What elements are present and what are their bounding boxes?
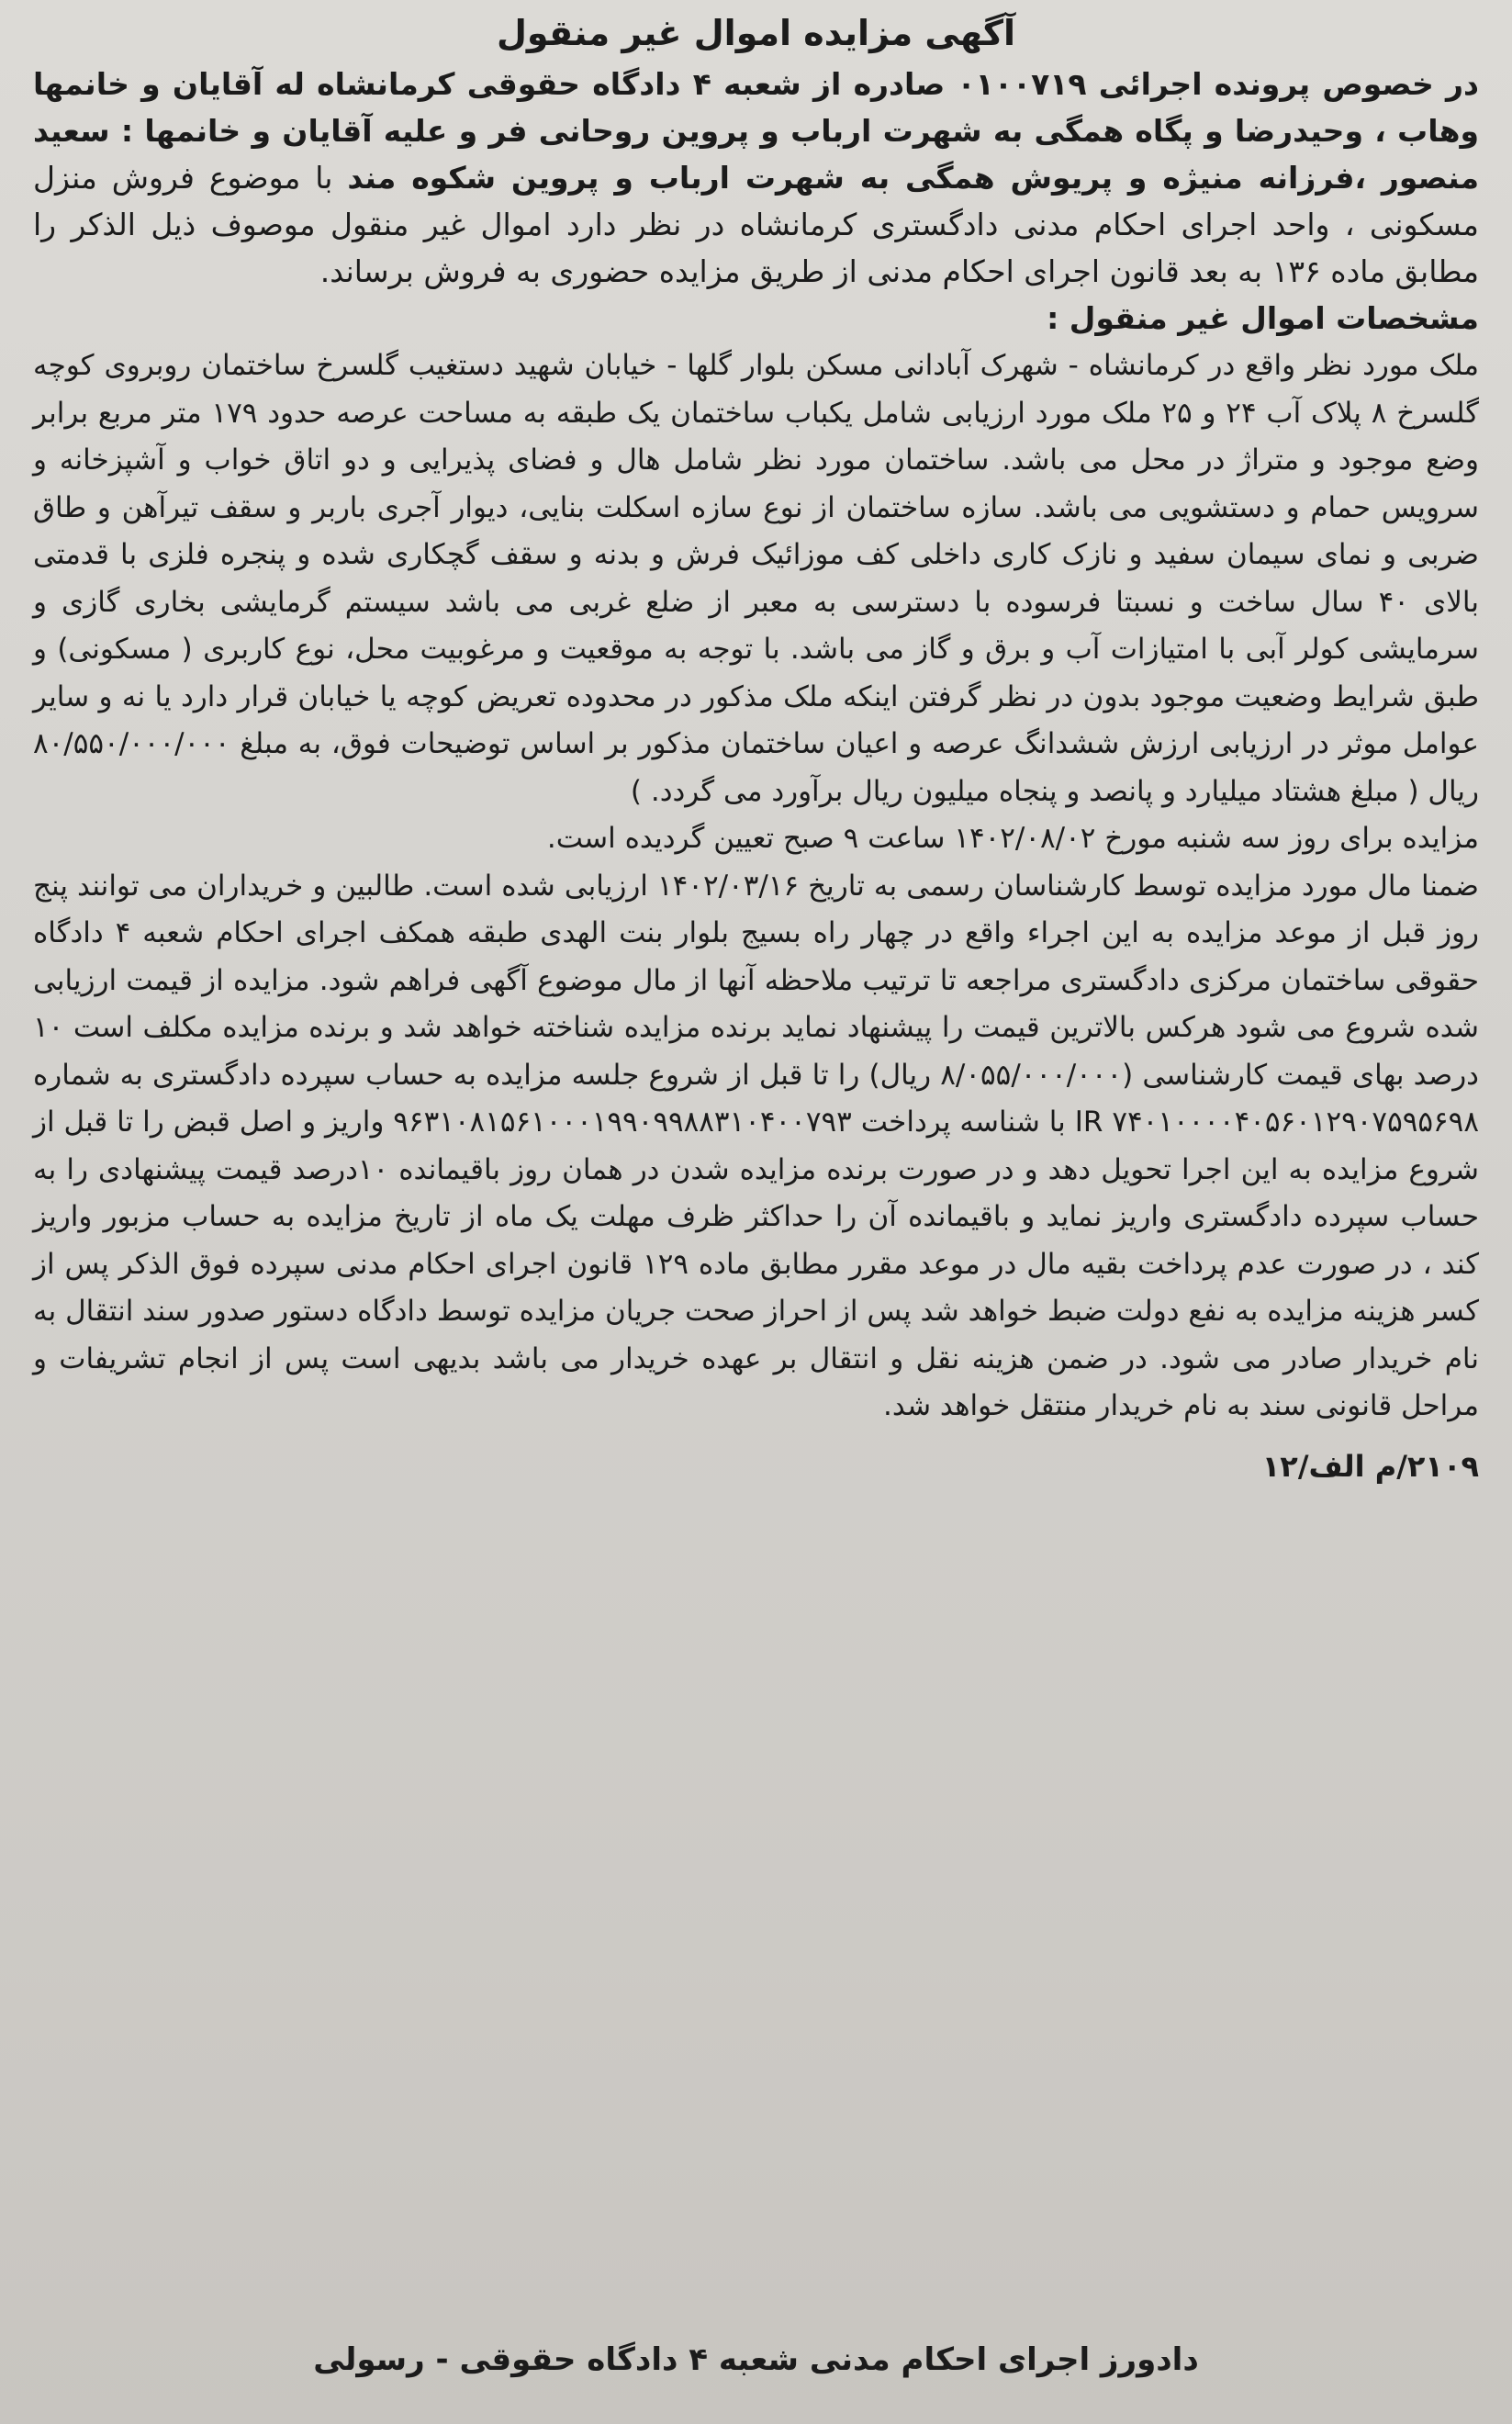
property-specs-paragraph: ملک مورد نظر واقع در کرمانشاه - شهرک آبادانی مسکن بلوار گلها - خیابان شهید دستغیب گلسرخ ساختمان روبروی کوچه گلسرخ ۸ پلاک آب ۲۴ و ۲۵ ملک مورد ارزیابی شامل یکباب ساختمان یک طبقه به مساحت عرصه حدود ۱۷۹ متر مربع برابر وضع موجود و متراژ در محل می باشد. ساختمان مورد نظر شامل هال و فضای پذیرایی و دو اتاق خواب و آشپزخانه و سرویس حمام و دستشویی می باشد. سازه ساختمان از نوع سازه اسکلت بنایی، دیوار آجری باربر و سقف تیرآهن و طاق ضربی و نمای سیمان سفید و نازک کاری داخلی کف موزائیک فرش و بدنه و سقف گچکاری شده و پنجره فلزی با قدمتی بالای ۴۰ سال ساخت و نسبتا فرسوده با دسترسی به معبر از ضلع غربی می باشد سیستم گرمایشی بخاری گازی و سرمایشی کولر آبی با امتیازات آب و برق و گاز می باشد. با توجه به موقعیت و مرغوبیت محل، نوع کاربری ( مسکونی) و طبق شرایط وضعیت موجود بدون در نظر گرفتن اینکه ملک مذکور در محدوده تعریض کوچه یا خیابان قرار دارد یا نه و سایر عوامل موثر در ارزیابی ارزش ششدانگ عرصه و اعیان ساختمان مذکور بر اساس توضیحات فوق، به مبلغ ۸۰/۵۵۰/۰۰۰/۰۰۰ ریال ( مبلغ هشتاد میلیارد و پانصد و پنجاه میلیون ریال برآورد می گردد. ) <box>33 349 1479 808</box>
specs-heading: مشخصات اموال غیر منقول : <box>1047 300 1479 336</box>
notice-code: ۲۱۰۹/م الف/۱۲ <box>1261 1448 1479 1484</box>
intro-parties: در خصوص پرونده اجرائی ۰۱۰۰۷۱۹ صادره از شعبه ۴ دادگاه حقوقی کرمانشاه له آقایان و خانمها وهاب ، وحیدرضا و پگاه همگی به شهرت ارباب و پروین روحانی فر و علیه آقایان و خانمها : سعید منصور ،فرزانه منیژه و پریوش همگی به شهرت ارباب و پروین شکوه مند <box>33 66 1480 196</box>
intro-paragraph <box>33 61 1479 295</box>
intro-purpose: با موضوع فروش منزل مسکونی ، واحد اجرای احکام مدنی دادگستری کرمانشاه در نظر دارد اموال غیر منقول موصوف ذیل الذکر را مطابق ماده ۱۳۶ به بعد قانون اجرای احکام مدنی از طریق مزایده حضوری به فروش برساند. <box>33 160 1479 289</box>
signature-line: دادورز اجرای احکام مدنی شعبه ۴ دادگاه حقوقی - رسولی <box>313 2341 1199 2378</box>
auction-date-line: مزایده برای روز سه شنبه مورخ ۱۴۰۲/۰۸/۰۲ ساعت ۹ صبح تعیین گردیده است. <box>546 822 1479 855</box>
notice-title: آگهی مزایده اموال غیر منقول <box>496 13 1016 53</box>
auction-terms-paragraph: ضمنا مال مورد مزایده توسط کارشناسان رسمی به تاریخ ۱۴۰۲/۰۳/۱۶ ارزیابی شده است. طالبین و خریداران می توانند پنج روز قبل از موعد مزایده به این اجراء واقع در چهار راه بسیج بلوار بنت الهدی طبقه همکف اجرای احکام شعبه ۴ دادگاه حقوقی ساختمان مرکزی دادگستری مراجعه تا ترتیب ملاحظه آنها از مال موضوع آگهی فراهم شود. مزایده از قیمت ارزیابی شده شروع می شود هرکس بالاترین قیمت را پیشنهاد نماید برنده مزایده شناخته خواهد شد و برنده مزایده مکلف است ۱۰ درصد بهای قیمت کارشناسی (۸/۰۵۵/۰۰۰/۰۰۰ ریال) را تا قبل از شروع جلسه مزایده به حساب سپرده دادگستری به شماره IR ۷۴۰۱۰۰۰۰۴۰۵۶۰۱۲۹۰۷۵۹۵۶۹۸ با شناسه پرداخت ۹۶۳۱۰۸۱۵۶۱۰۰۰۱۹۹۰۹۹۸۸۳۱۰۴۰۰۷۹۳ واریز و اصل قبض را تا قبل از شروع مزایده به این اجرا تحویل دهد و در صورت برنده مزایده شدن در همان روز باقیمانده ۱۰درصد قیمت پیشنهادی را به حساب سپرده دادگستری واریز نماید و باقیمانده آن را حداکثر ظرف مهلت یک ماه از تاریخ مزایده به حساب مزبور واریز کند ، در صورت عدم پرداخت بقیه مال در موعد مقرر مطابق ماده ۱۲۹ قانون اجرای احکام مدنی سپرده فوق الذکر پس از کسر هزینه مزایده به نفع دولت ضبط خواهد شد پس از احراز صحت جریان مزایده توسط دادگاه دستور صدور سند انتقال به نام خریدار صادر می شود. در ضمن هزینه نقل و انتقال بر عهده خریدار می باشد بدیهی است پس از انجام تشریفات و مراحل قانونی سند به نام خریدار منتقل خواهد شد. <box>33 869 1479 1422</box>
